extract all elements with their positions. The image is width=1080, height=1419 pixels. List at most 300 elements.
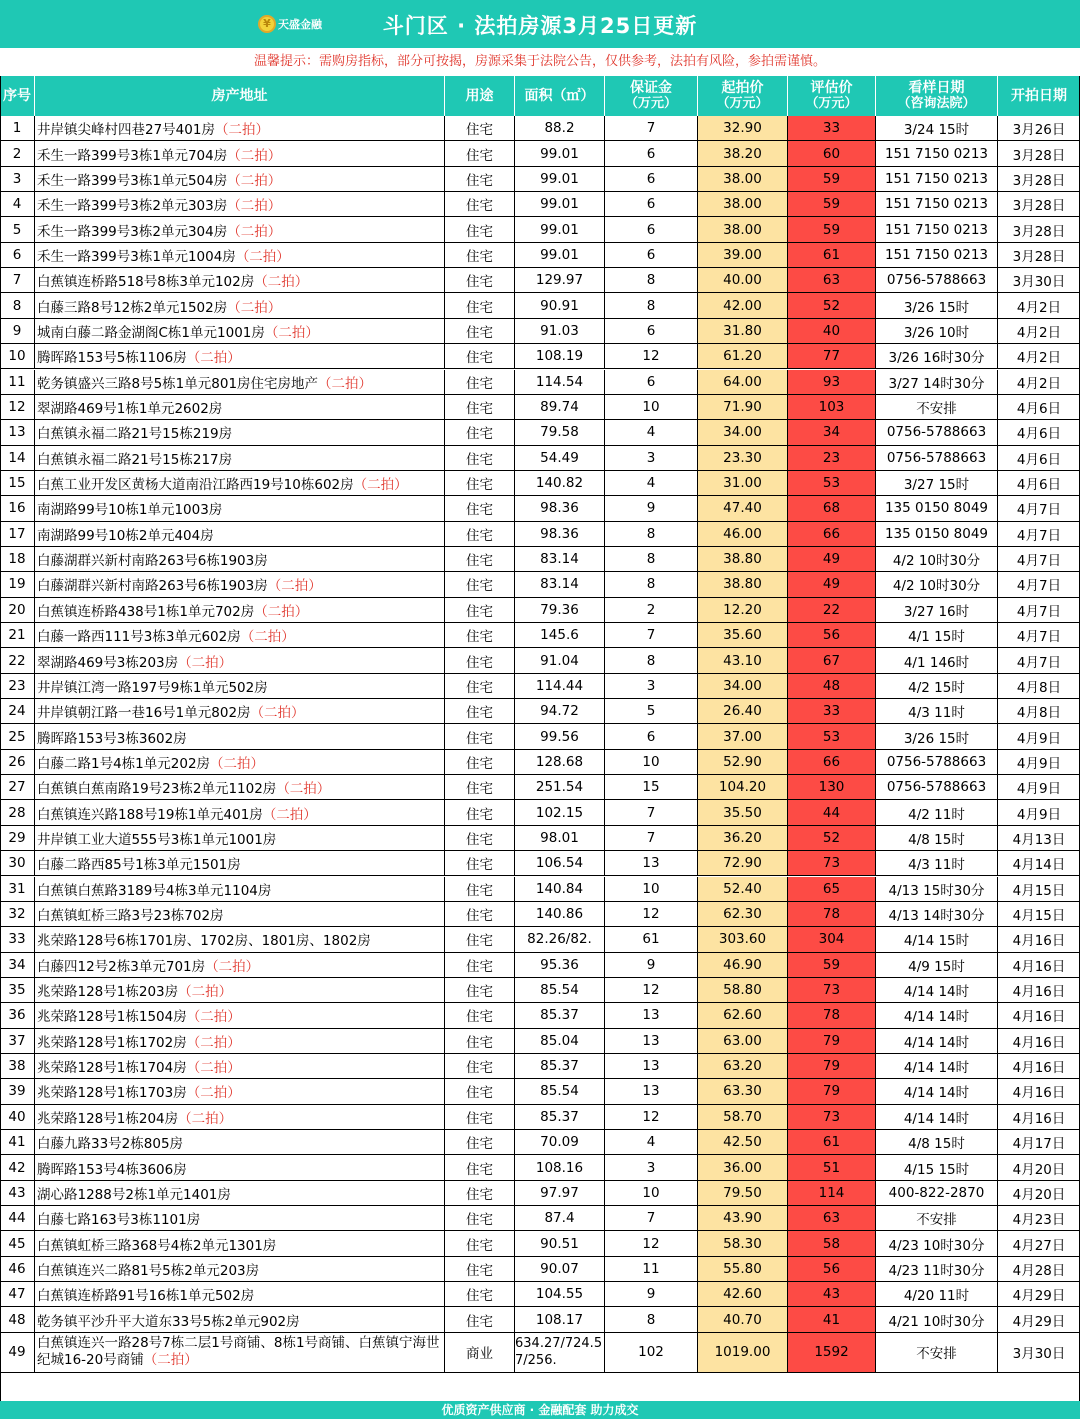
cell-addr [35, 1130, 445, 1154]
cell-area: 94.72 [515, 699, 605, 723]
cell-no: 44 [0, 1206, 35, 1230]
cell-use: 住宅 [445, 598, 515, 622]
title-bar [0, 0, 1080, 48]
cell-eval: 48 [788, 674, 876, 698]
cell-start: 38.00 [698, 217, 788, 241]
cell-view: 0756-5788663 [876, 750, 998, 774]
cell-addr [35, 674, 445, 698]
cell-start: 36.00 [698, 1155, 788, 1179]
logo-text: 天盛金融 [278, 18, 322, 31]
page-title: 斗门区 · 法拍房源3月25日更新 [382, 14, 698, 38]
cell-area: 140.84 [515, 877, 605, 901]
cell-view: 不安排 [876, 1333, 998, 1372]
cell-no: 34 [0, 953, 35, 977]
address-text: 白蕉镇虹桥三路368号4栋2单元1301房 [37, 1237, 277, 1254]
cell-eval: 103 [788, 395, 876, 419]
cell-area: 79.58 [515, 420, 605, 444]
table-row [0, 699, 1080, 724]
cell-area: 106.54 [515, 851, 605, 875]
header-viewing [876, 76, 998, 116]
cell-start: 35.60 [698, 623, 788, 647]
cell-use: 住宅 [445, 420, 515, 444]
cell-view: 3/27 14时30分 [876, 370, 998, 394]
cell-no: 7 [0, 268, 35, 292]
cell-start: 35.50 [698, 800, 788, 824]
second-auction-mark: （二拍） [250, 705, 305, 722]
cell-view: 400-822-2870 [876, 1181, 998, 1205]
cell-open: 4月16日 [1012, 1085, 1066, 1102]
cell-eval: 49 [788, 572, 876, 596]
address-text: 白蕉镇永福二路21号15栋219房 [37, 426, 233, 443]
cell-eval: 63 [788, 268, 876, 292]
cell-addr [35, 1333, 445, 1372]
cell-addr [35, 800, 445, 824]
table-row [0, 243, 1080, 268]
cell-no: 16 [0, 496, 35, 520]
cell-deposit: 12 [605, 902, 698, 926]
second-auction-mark: （二拍） [178, 654, 233, 671]
cell-eval: 78 [788, 902, 876, 926]
address-text: 兆荣路128号1栋1504房 [37, 1009, 187, 1026]
cell-area: 140.86 [515, 902, 605, 926]
cell-no: 26 [0, 750, 35, 774]
address-text: 乾务镇平沙升平大道东33号5栋2单元902房 [37, 1313, 300, 1330]
table-row [0, 141, 1080, 166]
cell-start: 39.00 [698, 243, 788, 267]
cell-start: 32.90 [698, 116, 788, 140]
cell-no: 13 [0, 420, 35, 444]
cell-deposit: 10 [605, 395, 698, 419]
cell-view: 4/8 15时 [876, 1130, 998, 1154]
address-text: 井岸镇尖峰村四巷27号401房 [37, 122, 215, 139]
cell-deposit: 13 [605, 1054, 698, 1078]
cell-open: 4月20日 [1012, 1161, 1066, 1178]
cell-use: 住宅 [445, 522, 515, 546]
cell-deposit: 12 [605, 978, 698, 1002]
cell-area: 98.01 [515, 826, 605, 850]
cell-addr [35, 699, 445, 723]
cell-no: 30 [0, 851, 35, 875]
cell-area: 85.37 [515, 1003, 605, 1027]
cell-view: 4/15 15时 [876, 1155, 998, 1179]
cell-addr [35, 496, 445, 520]
table-row [0, 1079, 1080, 1104]
cell-area: 129.97 [515, 268, 605, 292]
cell-use: 住宅 [445, 978, 515, 1002]
table-row [0, 953, 1080, 978]
cell-deposit: 61 [605, 927, 698, 951]
second-auction-mark: （二拍） [214, 122, 269, 139]
cell-eval: 52 [788, 826, 876, 850]
cell-eval: 58 [788, 1231, 876, 1255]
cell-use: 住宅 [445, 243, 515, 267]
address-text: 白蕉镇连桥路438号1栋1单元702房 [37, 603, 255, 620]
coin-logo-icon: ¥ [258, 15, 276, 33]
cell-addr [35, 572, 445, 596]
cell-open: 4月7日 [1016, 553, 1062, 570]
cell-area: 89.74 [515, 395, 605, 419]
cell-use: 住宅 [445, 1231, 515, 1255]
address-text: 翠湖路469号3栋203房 [37, 654, 179, 671]
cell-use: 住宅 [445, 927, 515, 951]
cell-eval: 304 [788, 927, 876, 951]
table-row [0, 446, 1080, 471]
cell-view: 151 7150 0213 [876, 217, 998, 241]
cell-no: 3 [0, 167, 35, 191]
cell-addr [35, 217, 445, 241]
cell-view: 3/24 15时 [876, 116, 998, 140]
cell-start: 38.00 [698, 192, 788, 216]
cell-view: 4/14 14时 [876, 1029, 998, 1053]
second-auction-mark: （二拍） [276, 781, 331, 798]
cell-eval: 68 [788, 496, 876, 520]
table-row [0, 1130, 1080, 1155]
cell-addr [35, 1054, 445, 1078]
second-auction-mark: （二拍） [254, 603, 309, 620]
second-auction-mark: （二拍） [267, 578, 322, 595]
cell-deposit: 9 [605, 496, 698, 520]
cell-deposit: 8 [605, 572, 698, 596]
cell-no: 21 [0, 623, 35, 647]
cell-eval: 52 [788, 293, 876, 317]
header-area: 面积（㎡） [515, 76, 605, 116]
cell-deposit: 9 [605, 953, 698, 977]
table-row [0, 1282, 1080, 1307]
cell-no: 11 [0, 370, 35, 394]
address-text: 白蕉镇虹桥三路3号23栋702房 [37, 908, 224, 925]
cell-start: 43.10 [698, 648, 788, 672]
cell-use: 住宅 [445, 1029, 515, 1053]
cell-area: 85.37 [515, 1105, 605, 1129]
cell-addr [35, 420, 445, 444]
cell-no: 27 [0, 775, 35, 799]
cell-area: 98.36 [515, 522, 605, 546]
cell-addr [35, 1206, 445, 1230]
cell-use: 商业 [445, 1333, 515, 1372]
cell-use: 住宅 [445, 1282, 515, 1306]
cell-open: 4月7日 [1016, 527, 1062, 544]
cell-start: 38.00 [698, 167, 788, 191]
cell-open: 4月16日 [1012, 1110, 1066, 1127]
cell-use: 住宅 [445, 395, 515, 419]
cell-addr [35, 927, 445, 951]
cell-deposit: 10 [605, 877, 698, 901]
cell-no: 38 [0, 1054, 35, 1078]
cell-view: 0756-5788663 [876, 446, 998, 470]
cell-start: 46.00 [698, 522, 788, 546]
second-auction-mark: （二拍） [178, 1110, 233, 1127]
table-row [0, 395, 1080, 420]
table-row [0, 370, 1080, 395]
cell-addr [35, 953, 445, 977]
cell-use: 住宅 [445, 1257, 515, 1281]
cell-eval: 1592 [788, 1333, 876, 1372]
cell-start: 31.00 [698, 471, 788, 495]
cell-view: 3/26 15时 [876, 724, 998, 748]
cell-no: 15 [0, 471, 35, 495]
cell-open: 4月6日 [1016, 451, 1062, 468]
cell-eval: 66 [788, 750, 876, 774]
cell-use: 住宅 [445, 724, 515, 748]
cell-start: 37.00 [698, 724, 788, 748]
second-auction-mark: （二拍） [186, 350, 241, 367]
cell-area: 114.54 [515, 370, 605, 394]
cell-no: 1 [0, 116, 35, 140]
cell-eval: 53 [788, 471, 876, 495]
address-text: 兆荣路128号1栋1702房 [37, 1034, 187, 1051]
address-text: 白蕉工业开发区黄杨大道南沿江路西19号10栋602房 [37, 477, 354, 494]
address-text: 腾晖路153号5栋1106房 [37, 350, 187, 367]
address-text: 井岸镇朝江路一巷16号1单元802房 [37, 705, 251, 722]
cell-open: 4月15日 [1012, 882, 1066, 899]
cell-no: 6 [0, 243, 35, 267]
cell-view: 4/21 10时30分 [876, 1307, 998, 1331]
second-auction-mark: （二拍） [210, 755, 265, 772]
cell-addr [35, 648, 445, 672]
second-auction-mark: （二拍） [205, 958, 260, 975]
table-row [0, 522, 1080, 547]
cell-area: 85.37 [515, 1054, 605, 1078]
cell-view: 4/2 11时 [876, 800, 998, 824]
cell-deposit: 13 [605, 1079, 698, 1103]
cell-addr [35, 1231, 445, 1255]
cell-open: 4月8日 [1016, 705, 1062, 722]
address-text: 兆荣路128号1栋204房 [37, 1110, 179, 1127]
address-text: 白藤湖群兴新村南路263号6栋1903房 [37, 553, 268, 570]
table-row [0, 1029, 1080, 1054]
cell-area: 54.49 [515, 446, 605, 470]
cell-open: 4月7日 [1016, 629, 1062, 646]
cell-use: 住宅 [445, 192, 515, 216]
table-row [0, 978, 1080, 1003]
cell-deposit: 13 [605, 851, 698, 875]
cell-area: 108.19 [515, 344, 605, 368]
address-text: 白蕉镇连桥路518号8栋3单元102房 [37, 274, 255, 291]
header-eval-label: 评估价 [810, 80, 853, 96]
cell-open: 4月9日 [1016, 781, 1062, 798]
address-text: 兆荣路128号1栋203房 [37, 984, 179, 1001]
cell-area: 99.56 [515, 724, 605, 748]
cell-start: 47.40 [698, 496, 788, 520]
cell-start: 63.20 [698, 1054, 788, 1078]
cell-addr [35, 775, 445, 799]
cell-use: 住宅 [445, 446, 515, 470]
cell-deposit: 4 [605, 420, 698, 444]
second-auction-mark: （二拍） [186, 1034, 241, 1051]
cell-use: 住宅 [445, 293, 515, 317]
cell-no: 41 [0, 1130, 35, 1154]
cell-eval: 130 [788, 775, 876, 799]
address-text: 禾生一路399号3栋2单元303房 [37, 198, 228, 215]
cell-view: 4/3 11时 [876, 851, 998, 875]
cell-start: 58.80 [698, 978, 788, 1002]
cell-start: 42.60 [698, 1282, 788, 1306]
cell-eval: 33 [788, 116, 876, 140]
address-text: 白藤七路163号3栋1101房 [37, 1212, 201, 1229]
notice-text: 温馨提示：需购房指标，部分可按揭，房源采集于法院公告，仅供参考，法拍有风险，参拍需谨慎。 [253, 54, 826, 69]
cell-no: 42 [0, 1155, 35, 1179]
cell-addr [35, 141, 445, 165]
table-row [0, 902, 1080, 927]
cell-view: 0756-5788663 [876, 268, 998, 292]
cell-deposit: 12 [605, 1231, 698, 1255]
cell-eval: 79 [788, 1029, 876, 1053]
cell-no: 39 [0, 1079, 35, 1103]
table-row [0, 927, 1080, 952]
second-auction-mark: （二拍） [227, 172, 282, 189]
cell-view: 4/23 10时30分 [876, 1231, 998, 1255]
cell-addr [35, 851, 445, 875]
cell-deposit: 6 [605, 724, 698, 748]
cell-view: 4/9 15时 [876, 953, 998, 977]
cell-start: 58.70 [698, 1105, 788, 1129]
table-row [0, 167, 1080, 192]
address-text: 禾生一路399号3栋1单元504房 [37, 172, 228, 189]
cell-area: 90.51 [515, 1231, 605, 1255]
address-text: 腾晖路153号4栋3606房 [37, 1161, 187, 1178]
address-text: 白蕉镇白蕉南路19号23栋2单元1102房 [37, 781, 277, 798]
table-row [0, 344, 1080, 369]
cell-addr [35, 471, 445, 495]
table-row [0, 420, 1080, 445]
cell-addr [35, 826, 445, 850]
cell-use: 住宅 [445, 851, 515, 875]
cell-start: 46.90 [698, 953, 788, 977]
table-row [0, 623, 1080, 648]
cell-no: 24 [0, 699, 35, 723]
table-row [0, 598, 1080, 623]
cell-use: 住宅 [445, 496, 515, 520]
address-text: 兆荣路128号1栋1704房 [37, 1060, 187, 1077]
cell-no: 49 [0, 1333, 35, 1372]
cell-view: 4/13 15时30分 [876, 877, 998, 901]
cell-use: 住宅 [445, 1054, 515, 1078]
cell-open: 4月2日 [1016, 299, 1062, 316]
cell-area: 99.01 [515, 243, 605, 267]
cell-view: 3/26 16时30分 [876, 344, 998, 368]
address-text: 南湖路99号10栋1单元1003房 [37, 502, 223, 519]
cell-area: 85.54 [515, 1079, 605, 1103]
cell-eval: 79 [788, 1079, 876, 1103]
cell-addr [35, 902, 445, 926]
address-text: 井岸镇工业大道555号3栋1单元1001房 [37, 831, 277, 848]
header-deposit [605, 76, 698, 116]
cell-open: 3月28日 [1012, 223, 1066, 240]
cell-use: 住宅 [445, 319, 515, 343]
cell-deposit: 6 [605, 141, 698, 165]
table-row [0, 471, 1080, 496]
cell-open: 3月28日 [1012, 248, 1066, 265]
cell-open: 4月2日 [1016, 324, 1062, 341]
table-row [0, 547, 1080, 572]
cell-area: 140.82 [515, 471, 605, 495]
cell-eval: 23 [788, 446, 876, 470]
cell-addr [35, 167, 445, 191]
table-row [0, 1231, 1080, 1256]
cell-open: 4月6日 [1016, 401, 1062, 418]
cell-no: 5 [0, 217, 35, 241]
table-row [0, 496, 1080, 521]
header-viewing-label: 看样日期 [908, 80, 965, 96]
cell-open: 4月14日 [1012, 857, 1066, 874]
address-text: 禾生一路399号3栋1单元704房 [37, 147, 228, 164]
cell-area: 88.2 [515, 116, 605, 140]
cell-use: 住宅 [445, 217, 515, 241]
cell-area: 85.54 [515, 978, 605, 1002]
cell-addr [35, 1181, 445, 1205]
cell-view: 4/14 14时 [876, 1003, 998, 1027]
cell-area: 634.27/724.57/256. [515, 1333, 605, 1372]
cell-view: 4/14 14时 [876, 978, 998, 1002]
table-row [0, 1003, 1080, 1028]
cell-view: 151 7150 0213 [876, 167, 998, 191]
cell-view: 4/14 14时 [876, 1105, 998, 1129]
cell-eval: 93 [788, 370, 876, 394]
cell-addr [35, 395, 445, 419]
cell-area: 145.6 [515, 623, 605, 647]
cell-eval: 53 [788, 724, 876, 748]
cell-no: 47 [0, 1282, 35, 1306]
cell-eval: 60 [788, 141, 876, 165]
cell-view: 4/1 146时 [876, 648, 998, 672]
cell-view: 3/27 15时 [876, 471, 998, 495]
address-text: 白藤二路1号4栋1单元202房 [37, 755, 211, 772]
cell-open: 4月6日 [1016, 426, 1062, 443]
cell-open: 4月16日 [1012, 933, 1066, 950]
cell-deposit: 6 [605, 243, 698, 267]
cell-eval: 79 [788, 1054, 876, 1078]
address-text: 白蕉镇白蕉路3189号4栋3单元1104房 [37, 882, 272, 899]
cell-addr [35, 1257, 445, 1281]
table-row [0, 800, 1080, 825]
address-text: 白蕉镇连兴一路28号7栋二层1号商铺、8栋1号商铺、白蕉镇宁海世纪城16-20号商铺（二拍） [37, 1335, 440, 1369]
cell-view: 不安排 [876, 1206, 998, 1230]
header-start-unit: （万元） [716, 96, 769, 111]
second-auction-mark: （二拍） [227, 147, 282, 164]
cell-area: 108.17 [515, 1307, 605, 1331]
cell-view: 4/23 11时30分 [876, 1257, 998, 1281]
cell-no: 36 [0, 1003, 35, 1027]
cell-start: 52.90 [698, 750, 788, 774]
cell-deposit: 3 [605, 446, 698, 470]
cell-open: 4月9日 [1016, 755, 1062, 772]
cell-eval: 59 [788, 953, 876, 977]
cell-no: 28 [0, 800, 35, 824]
cell-area: 70.09 [515, 1130, 605, 1154]
cell-open: 3月28日 [1012, 147, 1066, 164]
cell-start: 58.30 [698, 1231, 788, 1255]
table-row [0, 319, 1080, 344]
second-auction-mark: （二拍） [240, 629, 295, 646]
cell-eval: 114 [788, 1181, 876, 1205]
table-row [0, 775, 1080, 800]
cell-deposit: 7 [605, 1206, 698, 1230]
cell-addr [35, 268, 445, 292]
cell-open: 4月7日 [1016, 578, 1062, 595]
cell-deposit: 102 [605, 1333, 698, 1372]
cell-use: 住宅 [445, 370, 515, 394]
cell-open: 4月9日 [1016, 806, 1062, 823]
cell-use: 住宅 [445, 902, 515, 926]
cell-addr [35, 344, 445, 368]
cell-start: 38.80 [698, 572, 788, 596]
cell-start: 40.00 [698, 268, 788, 292]
cell-view: 4/3 11时 [876, 699, 998, 723]
cell-area: 251.54 [515, 775, 605, 799]
second-auction-mark: （二拍） [318, 375, 373, 392]
cell-no: 31 [0, 877, 35, 901]
table-row [0, 826, 1080, 851]
